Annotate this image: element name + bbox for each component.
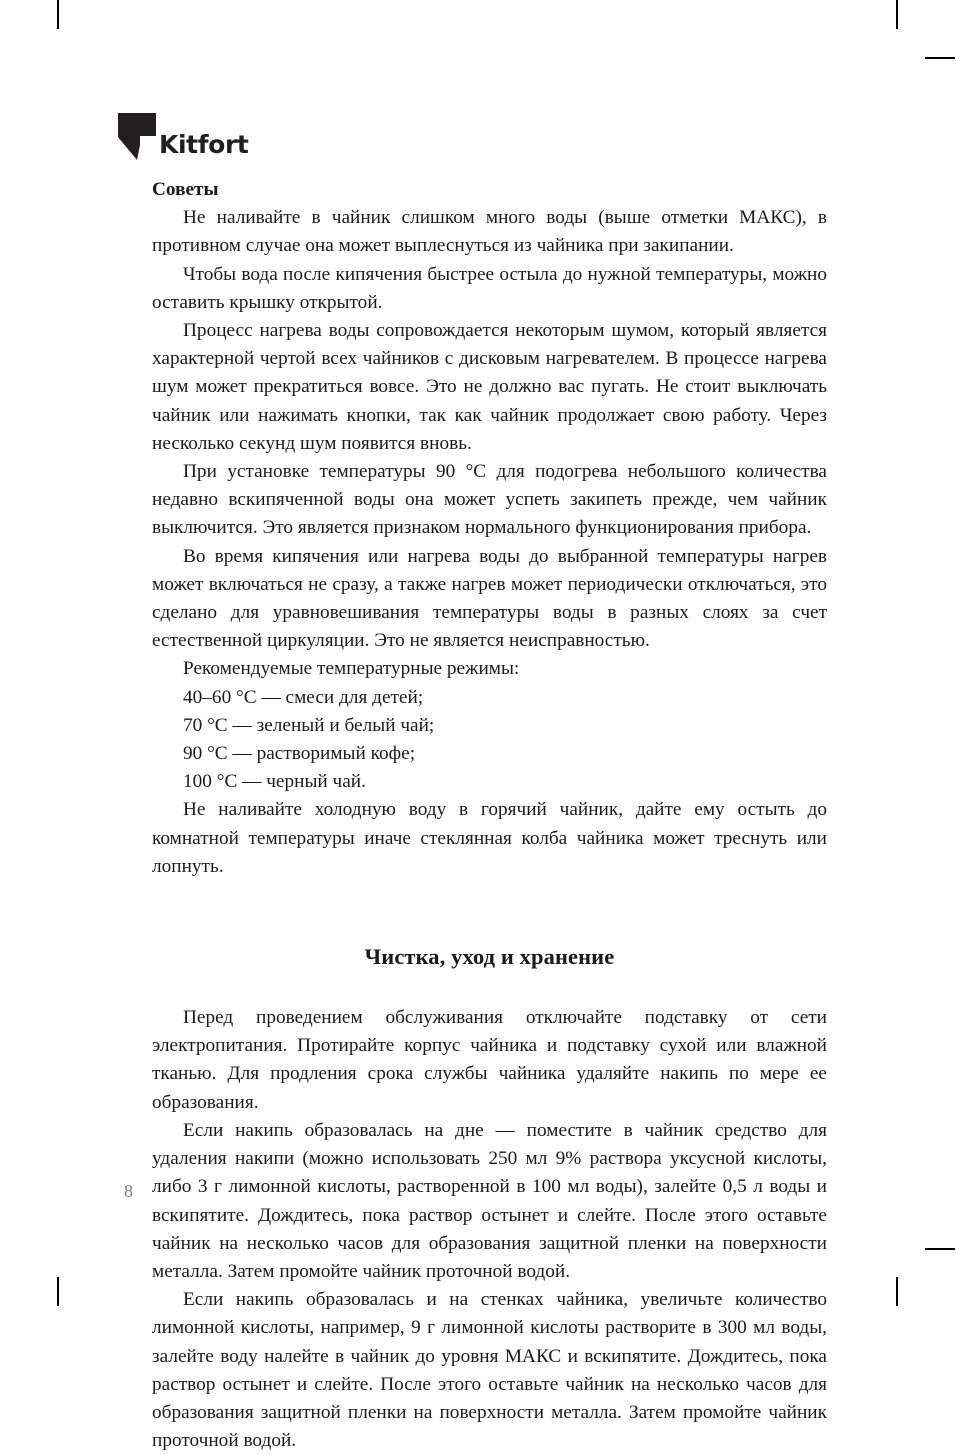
care-paragraph-2: Если накипь образовалась на дне — поместите в чайник средство для удаления накипи (можно использовать 250 мл 9% раствора уксусной кислоты, либо 3 г лимонной кислоты, растворенной в 100 мл воды), залейте 0,5 л воды и вскипятите. Дождитесь, пока раствор остынет и слейте. После этого оставьте чайник на несколько часов для образования защитной пленки на поверхности металла. Затем промойте чайник проточной водой. bbox=[152, 1119, 827, 1282]
kitfort-flag-icon bbox=[118, 113, 156, 160]
crop-mark-right-top bbox=[925, 57, 955, 59]
crop-mark-bottom-left bbox=[57, 1277, 59, 1306]
care-paragraph-3: Если накипь образовалась и на стенках чайника, увеличьте количество лимонной кислоты, например, 9 г лимонной кислоты растворите в 300 мл воды, залейте воду налейте в чайник до уровня МАКС и вскипятите. Дождитесь, пока раствор остынет и слейте. После этого оставьте чайник на несколько часов для образования защитной пленки на поверхности металла. Затем промойте чайник проточной водой. bbox=[152, 1289, 827, 1452]
tips-paragraph-5: Во время кипячения или нагрева воды до выбранной температуры нагрев может включаться не сразу, а также нагрев может периодически отключаться, это сделано для уравновешивания температуры воды в разных слоях за счет естественной циркуляции. Это не является неисправностью. bbox=[152, 545, 827, 652]
tips-paragraph-2: Чтобы вода после кипячения быстрее остыла до нужной температуры, можно оставить крышку открытой. bbox=[152, 263, 827, 313]
crop-mark-top-right bbox=[896, 0, 898, 29]
brand-logo bbox=[118, 108, 248, 160]
care-paragraph-1: Перед проведением обслуживания отключайте подставку от сети электропитания. Протирайте корпус чайника и подставку сухой или влажной тканью. Для продления срока службы чайника удаляйте накипь по мере ее образования. bbox=[152, 1007, 827, 1113]
temperature-mode-item: 40–60 °C — смеси для детей; bbox=[183, 686, 424, 708]
crop-mark-right-bottom bbox=[925, 1248, 955, 1250]
brand-name: Kitfort bbox=[159, 130, 249, 159]
temperature-mode-item: 90 °C — растворимый кофе; bbox=[183, 743, 416, 765]
tips-closing-paragraph: Не наливайте холодную воду в горячий чайник, дайте ему остыть до комнатной температуры иначе стеклянная колба чайника может треснуть или лопнуть. bbox=[152, 799, 827, 877]
tips-heading: Советы bbox=[152, 179, 219, 200]
page-number: 8 bbox=[124, 1181, 133, 1201]
temperature-modes-intro: Рекомендуемые температурные режимы: bbox=[183, 658, 520, 680]
crop-mark-bottom-right bbox=[896, 1277, 898, 1306]
tips-paragraph-3: Процесс нагрева воды сопровождается некоторым шумом, который является характерной чертой всех чайников с дисковым нагревателем. В процессе нагрева шум может прекратиться вовсе. Это не должно вас пугать. Не стоит выключать чайник или нажимать кнопки, так как чайник продолжает свою работу. Через несколько секунд шум появится вновь. bbox=[152, 320, 827, 454]
text-column bbox=[152, 176, 827, 1455]
heading-spacer-above bbox=[152, 881, 827, 943]
care-section-heading: Чистка, уход и хранение bbox=[364, 944, 615, 970]
temperature-mode-item: 70 °C — зеленый и белый чай; bbox=[183, 714, 435, 736]
heading-spacer-below bbox=[152, 971, 827, 1004]
temperature-mode-item: 100 °C — черный чай. bbox=[183, 771, 366, 793]
tips-paragraph-1: Не наливайте в чайник слишком много воды (выше отметки МАКС), в противном случае она может выплеснуться из чайника при закипании. bbox=[152, 207, 827, 257]
crop-mark-top-left bbox=[57, 0, 59, 29]
tips-paragraph-4: При установке температуры 90 °C для подогрева небольшого количества недавно вскипяченной воды она может успеть закипеть прежде, чем чайник выключится. Это является признаком нормального функционирования прибора. bbox=[152, 461, 827, 539]
